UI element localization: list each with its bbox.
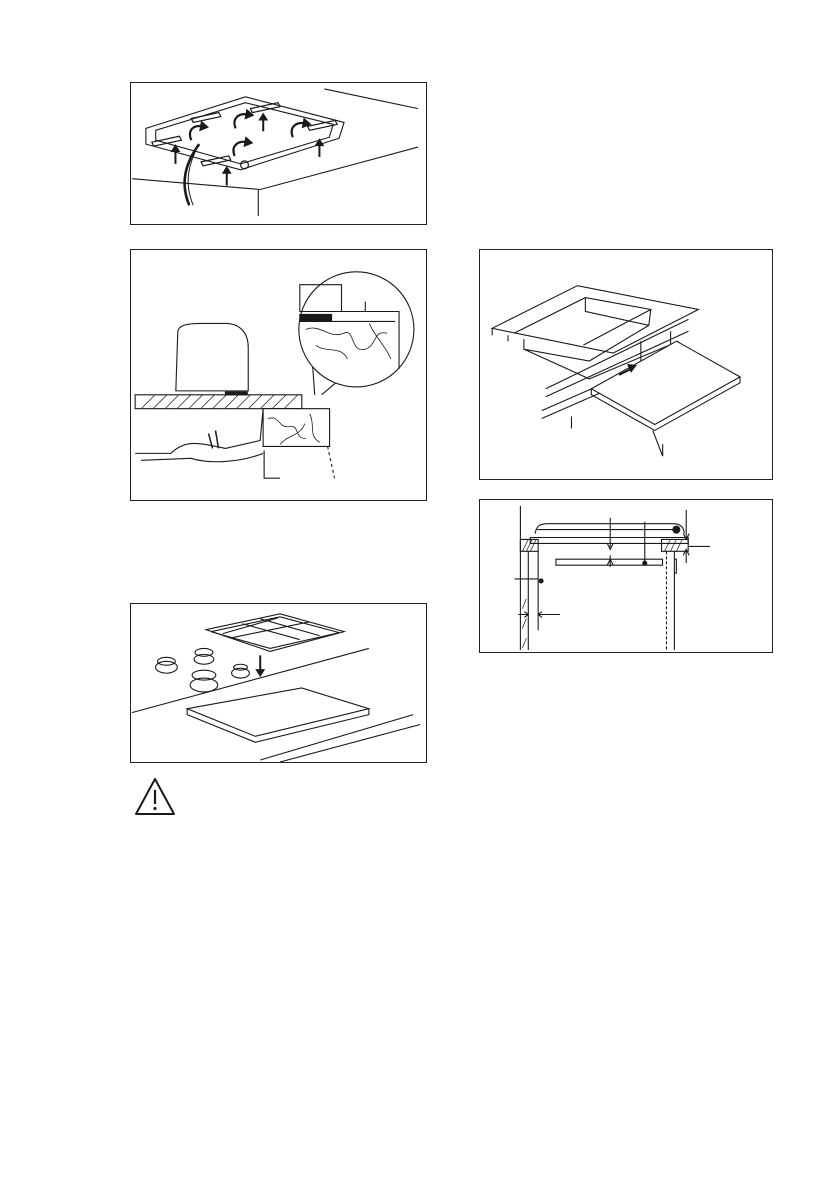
- drawer-separation-panel-illustration: [479, 249, 773, 480]
- hob-placement-into-cutout-illustration: [130, 603, 427, 763]
- installation-clearance-section-illustration: [479, 499, 773, 653]
- hob-underside-clamps-illustration: [130, 82, 427, 225]
- warning-triangle-icon: [134, 777, 176, 817]
- hob-fixing-bracket-section-illustration: [130, 249, 427, 501]
